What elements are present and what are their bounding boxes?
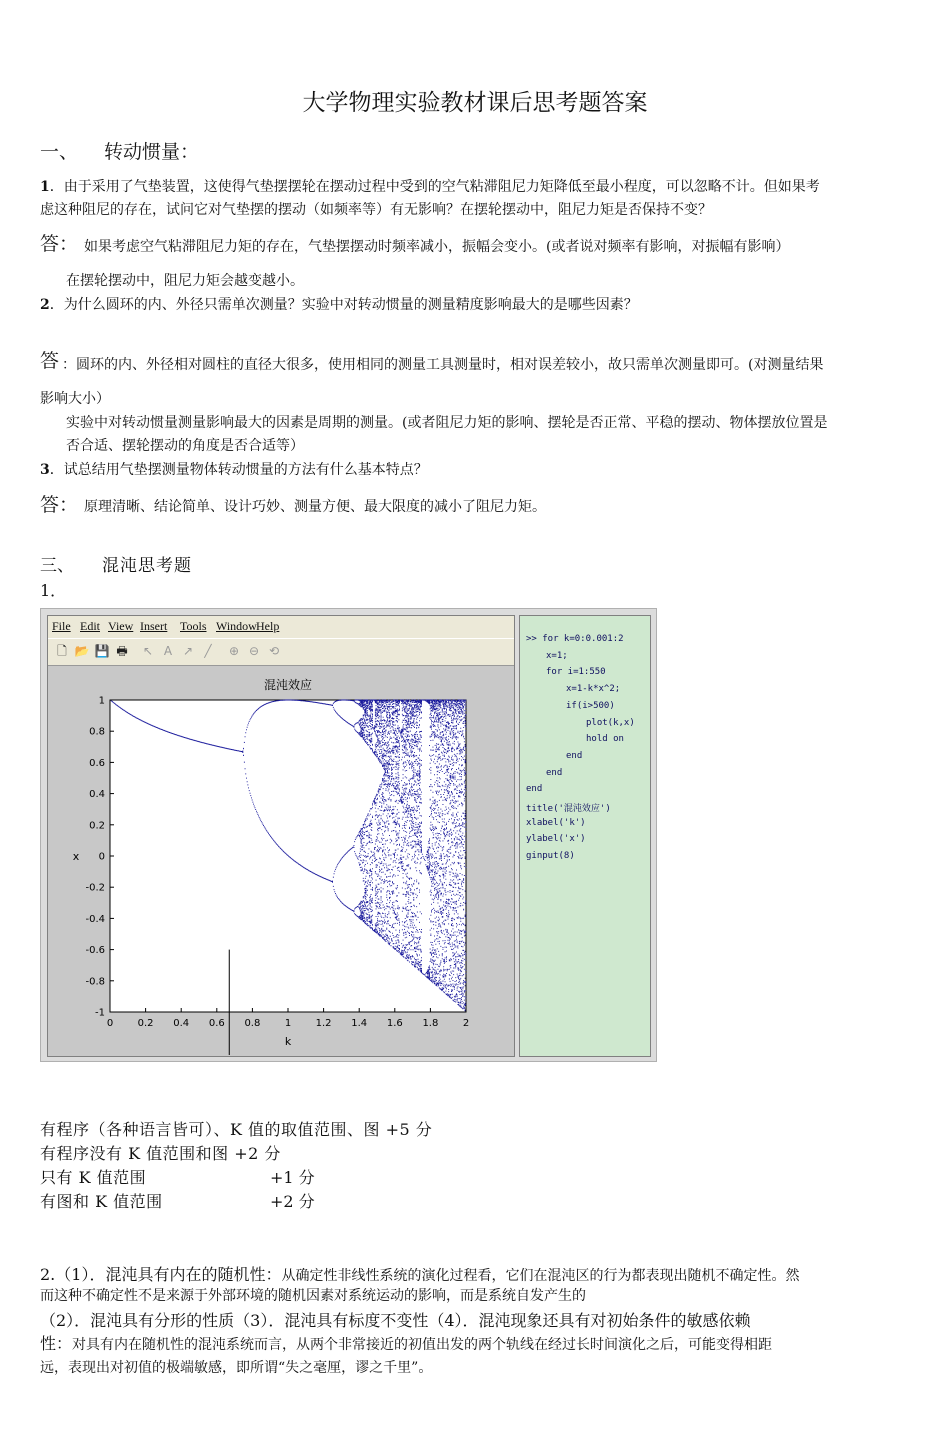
menu-window[interactable]: Window (216, 619, 257, 633)
q2-answer-line3: 实验中对转动惯量测量影响最大的因素是周期的测量。(或者阻尼力矩的影响、摆轮是否正常、平稳的摆动、物体摆放位置是 (66, 415, 828, 431)
code-line: ginput(8) (526, 851, 575, 862)
chaos-q2-line1: 2.（1）．混沌具有内在的随机性：从确定性非线性系统的演化过程看，它们在混沌区的行为都表现出随机不确定性。然 (40, 1265, 800, 1284)
open-folder-icon[interactable]: 📂 (74, 644, 90, 658)
zoom-in-icon[interactable]: ⊕ (228, 644, 240, 658)
grading-line-2: 有程序没有 K 值范围和图 +2 分 (40, 1144, 281, 1163)
figure-toolbar (48, 638, 514, 666)
x-tick-label: 0 (106, 1018, 114, 1029)
x-tick-label: 2 (462, 1018, 470, 1029)
menu-tools[interactable]: Tools (180, 619, 207, 633)
menu-file[interactable]: File (52, 619, 71, 633)
q2-question: 2．为什么圆环的内、外径只需单次测量？实验中对转动惯量的测量精度影响最大的是哪些因素？ (40, 297, 638, 313)
command-window (519, 615, 651, 1057)
print-icon[interactable]: 🖶 (116, 644, 128, 658)
y-tick-label: 0.8 (89, 726, 105, 738)
q2-answer-line4: 否合适、摆轮摆动的角度是否合适等） (66, 438, 304, 454)
section3-heading: 混沌思考题 (102, 556, 192, 576)
menu-help[interactable]: Help (256, 619, 280, 633)
code-line: hold on (586, 734, 624, 745)
y-tick-label: 0 (98, 851, 105, 863)
zoom-out-icon[interactable]: ⊖ (248, 644, 260, 658)
code-line: >> for k=0:0.001:2 (526, 634, 624, 644)
y-tick-label: 0.4 (89, 789, 105, 801)
y-tick-label: -0.4 (85, 913, 105, 925)
new-file-icon[interactable]: 🗋 (57, 644, 67, 658)
code-line: ylabel('x') (526, 834, 586, 845)
code-line: plot(k,x) (586, 717, 635, 728)
q1-line2: 虑这种阻尼的存在，试问它对气垫摆的摆动（如频率等）有无影响？在摆轮摆动中，阻尼力矩是否保持不变？ (40, 202, 712, 218)
q3-question: 3．试总结用气垫摆测量物体转动惯量的方法有什么基本特点？ (40, 462, 428, 478)
y-tick-label: -0.2 (85, 882, 105, 894)
y-tick-label: -0.8 (85, 976, 105, 988)
x-tick-label: 1.2 (315, 1018, 332, 1029)
x-tick-label: 1.4 (351, 1018, 368, 1029)
x-tick-label: 0.2 (137, 1018, 154, 1029)
chaos-q2-line3: （2）．混沌具有分形的性质（3）．混沌具有标度不变性（4）．混沌现象还具有对初始条件的敏感依赖 (40, 1311, 751, 1330)
grading-score-4: +2 分 (270, 1192, 315, 1211)
figure-menubar (48, 616, 514, 638)
q3-answer-label: 答： (40, 494, 79, 516)
code-line: for i=1:550 (546, 667, 606, 678)
figure-window (47, 615, 515, 1057)
x-tick-label: 1.6 (386, 1018, 403, 1029)
code-line: end (546, 767, 563, 778)
q2-answer-line1: ：圆环的内、外径相对圆柱的直径大很多，使用相同的测量工具测量时，相对误差较小，故只需单次测量即可。(对测量结果 (62, 357, 824, 373)
code-line: title('混沌效应') (526, 804, 611, 814)
q2-answer-label: 答 (40, 350, 60, 372)
q1-answer-line1: 如果考虑空气粘滞阻尼力矩的存在，气垫摆摆动时频率减小，振幅会变小。(或者说对频率有影响，对振幅有影响） (84, 239, 790, 255)
menu-edit[interactable]: Edit (80, 619, 100, 633)
rotate-icon[interactable]: ⟲ (268, 644, 280, 658)
y-tick-label: -0.6 (85, 945, 105, 957)
code-line: x=1; (546, 650, 568, 661)
code-line: xlabel('k') (526, 817, 586, 828)
x-axis-label: k (284, 1035, 292, 1048)
grading-line-1: 有程序（各种语言皆可）、K 值的取值范围、图 +5 分 (40, 1120, 433, 1139)
q3-answer: 原理清晰、结论简单、设计巧妙、测量方便、最大限度的减小了阻尼力矩。 (84, 499, 546, 515)
chaos-q2-line5: 远，表现出对初值的极端敏感，即所谓“失之毫厘，谬之千里”。 (40, 1360, 433, 1376)
x-tick-label: 0.4 (173, 1018, 190, 1029)
code-line: if(i>500) (566, 700, 615, 711)
code-line: end (526, 784, 543, 795)
chaos-q2-line4: 性：对具有内在随机性的混沌系统而言，从两个非常接近的初值出发的两个轨线在经过长时间演化之后，可能变得相距 (40, 1334, 773, 1353)
arrow-icon[interactable]: ↖ (142, 644, 154, 658)
x-tick-label: 1.8 (422, 1018, 439, 1029)
line-icon[interactable]: ╱ (204, 644, 212, 658)
section3-number: 三、 (40, 556, 74, 576)
matlab-screenshot (40, 608, 657, 1062)
q2-answer-line2: 影响大小） (40, 391, 110, 407)
chart-title: 混沌效应 (263, 678, 313, 692)
text-icon[interactable]: A (163, 644, 173, 658)
x-tick-label: 0.8 (244, 1018, 261, 1029)
menu-insert[interactable]: Insert (140, 619, 168, 633)
q1-answer-line2: 在摆轮摆动中，阻尼力矩会越变越小。 (66, 273, 304, 289)
chaos-q2-line2: 而这种不确定性不是来源于外部环境的随机因素对系统运动的影响，而是系统自发产生的 (40, 1288, 586, 1304)
grading-line-3: 只有 K 值范围 (40, 1168, 147, 1187)
code-line: end (566, 750, 583, 761)
save-icon[interactable]: 💾 (94, 644, 110, 658)
y-axis-label: x (72, 850, 80, 863)
section3-item1: 1． (40, 581, 67, 600)
section1-heading: 转动惯量： (104, 141, 200, 163)
q1-line1: 1．由于采用了气垫装置，这使得气垫摆摆轮在摆动过程中受到的空气粘滞阻尼力矩降低至最小程度，可以忽略不计。但如果考 (40, 179, 820, 195)
y-tick-label: -1 (95, 1007, 105, 1019)
page-title: 大学物理实验教材课后思考题答案 (302, 90, 648, 116)
x-tick-label: 0.6 (208, 1018, 225, 1029)
bifurcation-plot (48, 665, 514, 1055)
arrow-line-icon[interactable]: ↗ (182, 644, 194, 658)
grading-score-3: +1 分 (270, 1168, 315, 1187)
y-tick-label: 1 (98, 695, 105, 707)
section1-number: 一、 (40, 141, 79, 163)
grading-line-4: 有图和 K 值范围 (40, 1192, 163, 1211)
y-tick-label: 0.2 (89, 820, 105, 832)
q1-answer-label: 答： (40, 233, 79, 255)
x-tick-label: 1 (284, 1018, 292, 1029)
y-tick-label: 0.6 (89, 757, 105, 769)
code-line: x=1-k*x^2; (566, 684, 621, 695)
menu-view[interactable]: View (108, 619, 134, 633)
